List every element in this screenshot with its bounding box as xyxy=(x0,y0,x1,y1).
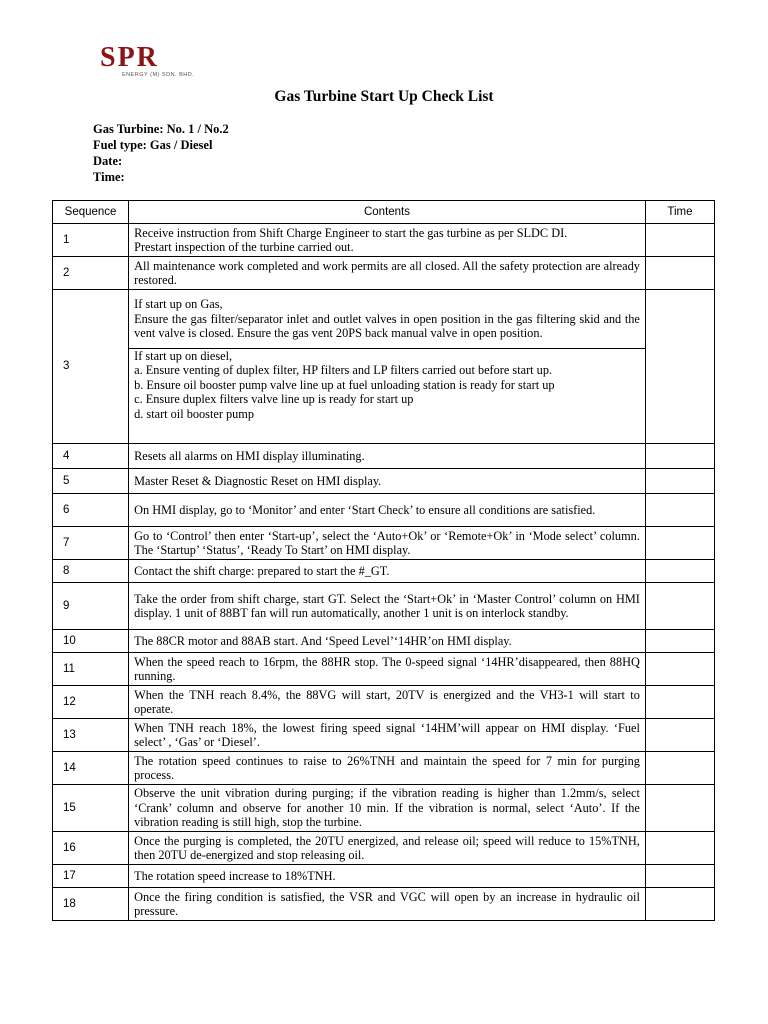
content-line: Master Reset & Diagnostic Reset on HMI display. xyxy=(134,473,382,488)
table-row xyxy=(53,719,715,752)
row-time-cell[interactable] xyxy=(645,444,714,469)
content-line: Receive instruction from Shift Charge Engineer to start the gas turbine as per SLDC DI. xyxy=(134,225,568,240)
row-time-cell[interactable] xyxy=(645,494,714,527)
row-contents xyxy=(129,653,646,686)
table-row xyxy=(53,469,715,494)
table-row xyxy=(53,752,715,785)
content-line: Go to ‘Control’ then enter ‘Start-up’, select the ‘Auto+Ok’ or ‘Remote+Ok’ in ‘Mode select’ column. The ‘Startup’ ‘Status’, ‘Ready To Start’ on HMI display. xyxy=(134,528,640,557)
content-line: The rotation speed increase to 18%TNH. xyxy=(134,868,336,883)
row-sequence: 1 xyxy=(53,224,129,257)
table-row xyxy=(53,785,715,832)
document-meta xyxy=(93,121,229,185)
content-line: Ensure the gas filter/separator inlet and outlet valves in open position in the gas filtering skid and the vent valve is closed. Ensure the gas vent 20PS back manual valve in open position. xyxy=(134,311,640,341)
row-contents xyxy=(129,469,646,494)
table-row xyxy=(53,257,715,290)
content-line: If start up on Gas, xyxy=(134,297,223,312)
meta-turbine: Gas Turbine: No. 1 / No.2 xyxy=(93,122,229,136)
row-sequence: 12 xyxy=(53,686,129,719)
row-sequence: 18 xyxy=(53,888,129,921)
table-row xyxy=(53,630,715,653)
content-line: Resets all alarms on HMI display illuminating. xyxy=(134,448,365,463)
row-contents xyxy=(129,832,646,865)
content-line: Once the purging is completed, the 20TU energized, and release oil; speed will reduce to 15%TNH, then 20TU de-energized and stop releasing oil. xyxy=(134,833,640,862)
row-sequence: 9 xyxy=(53,583,129,630)
checklist-table xyxy=(52,200,715,921)
row-time-cell[interactable] xyxy=(645,865,714,888)
table-row xyxy=(53,444,715,469)
row-contents xyxy=(129,583,646,630)
row-contents xyxy=(129,560,646,583)
row-time-cell[interactable] xyxy=(645,560,714,583)
row-contents xyxy=(129,686,646,719)
header-time: Time xyxy=(645,201,714,224)
row-sequence: 11 xyxy=(53,653,129,686)
row-contents xyxy=(129,888,646,921)
row-sequence: 14 xyxy=(53,752,129,785)
table-row xyxy=(53,494,715,527)
table-row xyxy=(53,888,715,921)
company-logo xyxy=(100,44,194,78)
row-time-cell[interactable] xyxy=(645,630,714,653)
table-row xyxy=(53,290,715,349)
row-contents xyxy=(129,224,646,257)
meta-fuel: Fuel type: Gas / Diesel xyxy=(93,138,213,152)
table-row xyxy=(53,224,715,257)
content-line: If start up on diesel, xyxy=(134,349,233,363)
row-time-cell[interactable] xyxy=(645,686,714,719)
table-row xyxy=(53,865,715,888)
row-contents xyxy=(129,494,646,527)
document-title: Gas Turbine Start Up Check List xyxy=(274,88,494,105)
row-time-cell[interactable] xyxy=(645,888,714,921)
content-line: Once the firing condition is satisfied, the VSR and VGC will open by an increase in hydraulic oil pressure. xyxy=(134,889,640,918)
content-line: All maintenance work completed and work permits are all closed. All the safety protection are already restored. xyxy=(134,258,640,287)
content-line: When TNH reach 18%, the lowest firing speed signal ‘14HM’will appear on HMI display. ‘Fuel select’ , ‘Gas’ or ‘Diesel’. xyxy=(134,720,640,749)
row-sequence: 6 xyxy=(53,494,129,527)
row-contents xyxy=(129,290,646,349)
row-sequence: 7 xyxy=(53,527,129,560)
table-header-row xyxy=(53,201,715,224)
table-row xyxy=(53,527,715,560)
content-line: When the speed reach to 16rpm, the 88HR stop. The 0-speed signal ‘14HR’disappeared, then 88HQ running. xyxy=(134,654,640,683)
row-time-cell[interactable] xyxy=(645,719,714,752)
row-time-cell[interactable] xyxy=(645,224,714,257)
row-contents xyxy=(129,257,646,290)
content-line: Contact the shift charge: prepared to start the #_GT. xyxy=(134,563,390,578)
content-line: Take the order from shift charge, start GT. Select the ‘Start+Ok’ in ‘Master Control’ column on HMI display. 1 unit of 88BT fan will run automatically, another 1 unit is on interlock standby. xyxy=(134,591,640,620)
content-line: On HMI display, go to ‘Monitor’ and enter ‘Start Check’ to ensure all conditions are satisfied. xyxy=(134,502,596,517)
content-line: The 88CR motor and 88AB start. And ‘Speed Level’‘14HR’on HMI display. xyxy=(134,633,512,648)
row-contents xyxy=(129,630,646,653)
meta-time: Time: xyxy=(93,170,125,184)
row-sequence: 2 xyxy=(53,257,129,290)
logo-subtitle: ENERGY (M) SDN. BHD. xyxy=(122,72,195,78)
row-sequence: 8 xyxy=(53,560,129,583)
row-sequence: 10 xyxy=(53,630,129,653)
row-time-cell[interactable] xyxy=(645,527,714,560)
content-line: Observe the unit vibration during purging; if the vibration reading is higher than 1.2mm/s, select ‘Crank’ column and observe for another 10 min. If the vibration is normal, select ‘Auto’. If the vibration reading is still high, stop the turbine. xyxy=(134,786,640,830)
table-row xyxy=(53,686,715,719)
table-row xyxy=(53,653,715,686)
header-contents: Contents xyxy=(129,201,646,224)
row-contents xyxy=(129,349,646,444)
row-sequence: 13 xyxy=(53,719,129,752)
table-row xyxy=(53,349,715,444)
row-time-cell[interactable] xyxy=(645,583,714,630)
logo-text: SPR xyxy=(100,42,159,73)
row-contents xyxy=(129,719,646,752)
row-sequence: 4 xyxy=(53,444,129,469)
row-time-cell[interactable] xyxy=(645,469,714,494)
row-time-cell[interactable] xyxy=(645,785,714,832)
header-sequence: Sequence xyxy=(53,201,129,224)
table-row xyxy=(53,560,715,583)
row-time-cell[interactable] xyxy=(645,290,714,444)
row-contents xyxy=(129,785,646,832)
row-time-cell[interactable] xyxy=(645,257,714,290)
table-row xyxy=(53,583,715,630)
row-sequence: 5 xyxy=(53,469,129,494)
row-time-cell[interactable] xyxy=(645,832,714,865)
row-sequence: 17 xyxy=(53,865,129,888)
row-contents xyxy=(129,865,646,888)
row-sequence: 15 xyxy=(53,785,129,832)
row-time-cell[interactable] xyxy=(645,752,714,785)
content-line: Prestart inspection of the turbine carried out. xyxy=(134,240,354,254)
row-contents xyxy=(129,527,646,560)
row-time-cell[interactable] xyxy=(645,653,714,686)
table-row xyxy=(53,832,715,865)
row-sequence: 16 xyxy=(53,832,129,865)
row-contents xyxy=(129,752,646,785)
content-line: c. Ensure duplex filters valve line up is ready for start up xyxy=(134,392,414,407)
meta-date: Date: xyxy=(93,154,123,168)
row-sequence: 3 xyxy=(53,290,129,444)
content-line: b. Ensure oil booster pump valve line up at fuel unloading station is ready for start up xyxy=(134,377,555,392)
content-line: d. start oil booster pump xyxy=(134,406,254,421)
content-line: a. Ensure venting of duplex filter, HP filters and LP filters carried out before start up. xyxy=(134,363,553,378)
row-contents xyxy=(129,444,646,469)
content-line: When the TNH reach 8.4%, the 88VG will start, 20TV is energized and the VH3-1 will start to operate. xyxy=(134,687,640,716)
content-line: The rotation speed continues to raise to 26%TNH and maintain the speed for 7 min for purging process. xyxy=(134,753,640,782)
